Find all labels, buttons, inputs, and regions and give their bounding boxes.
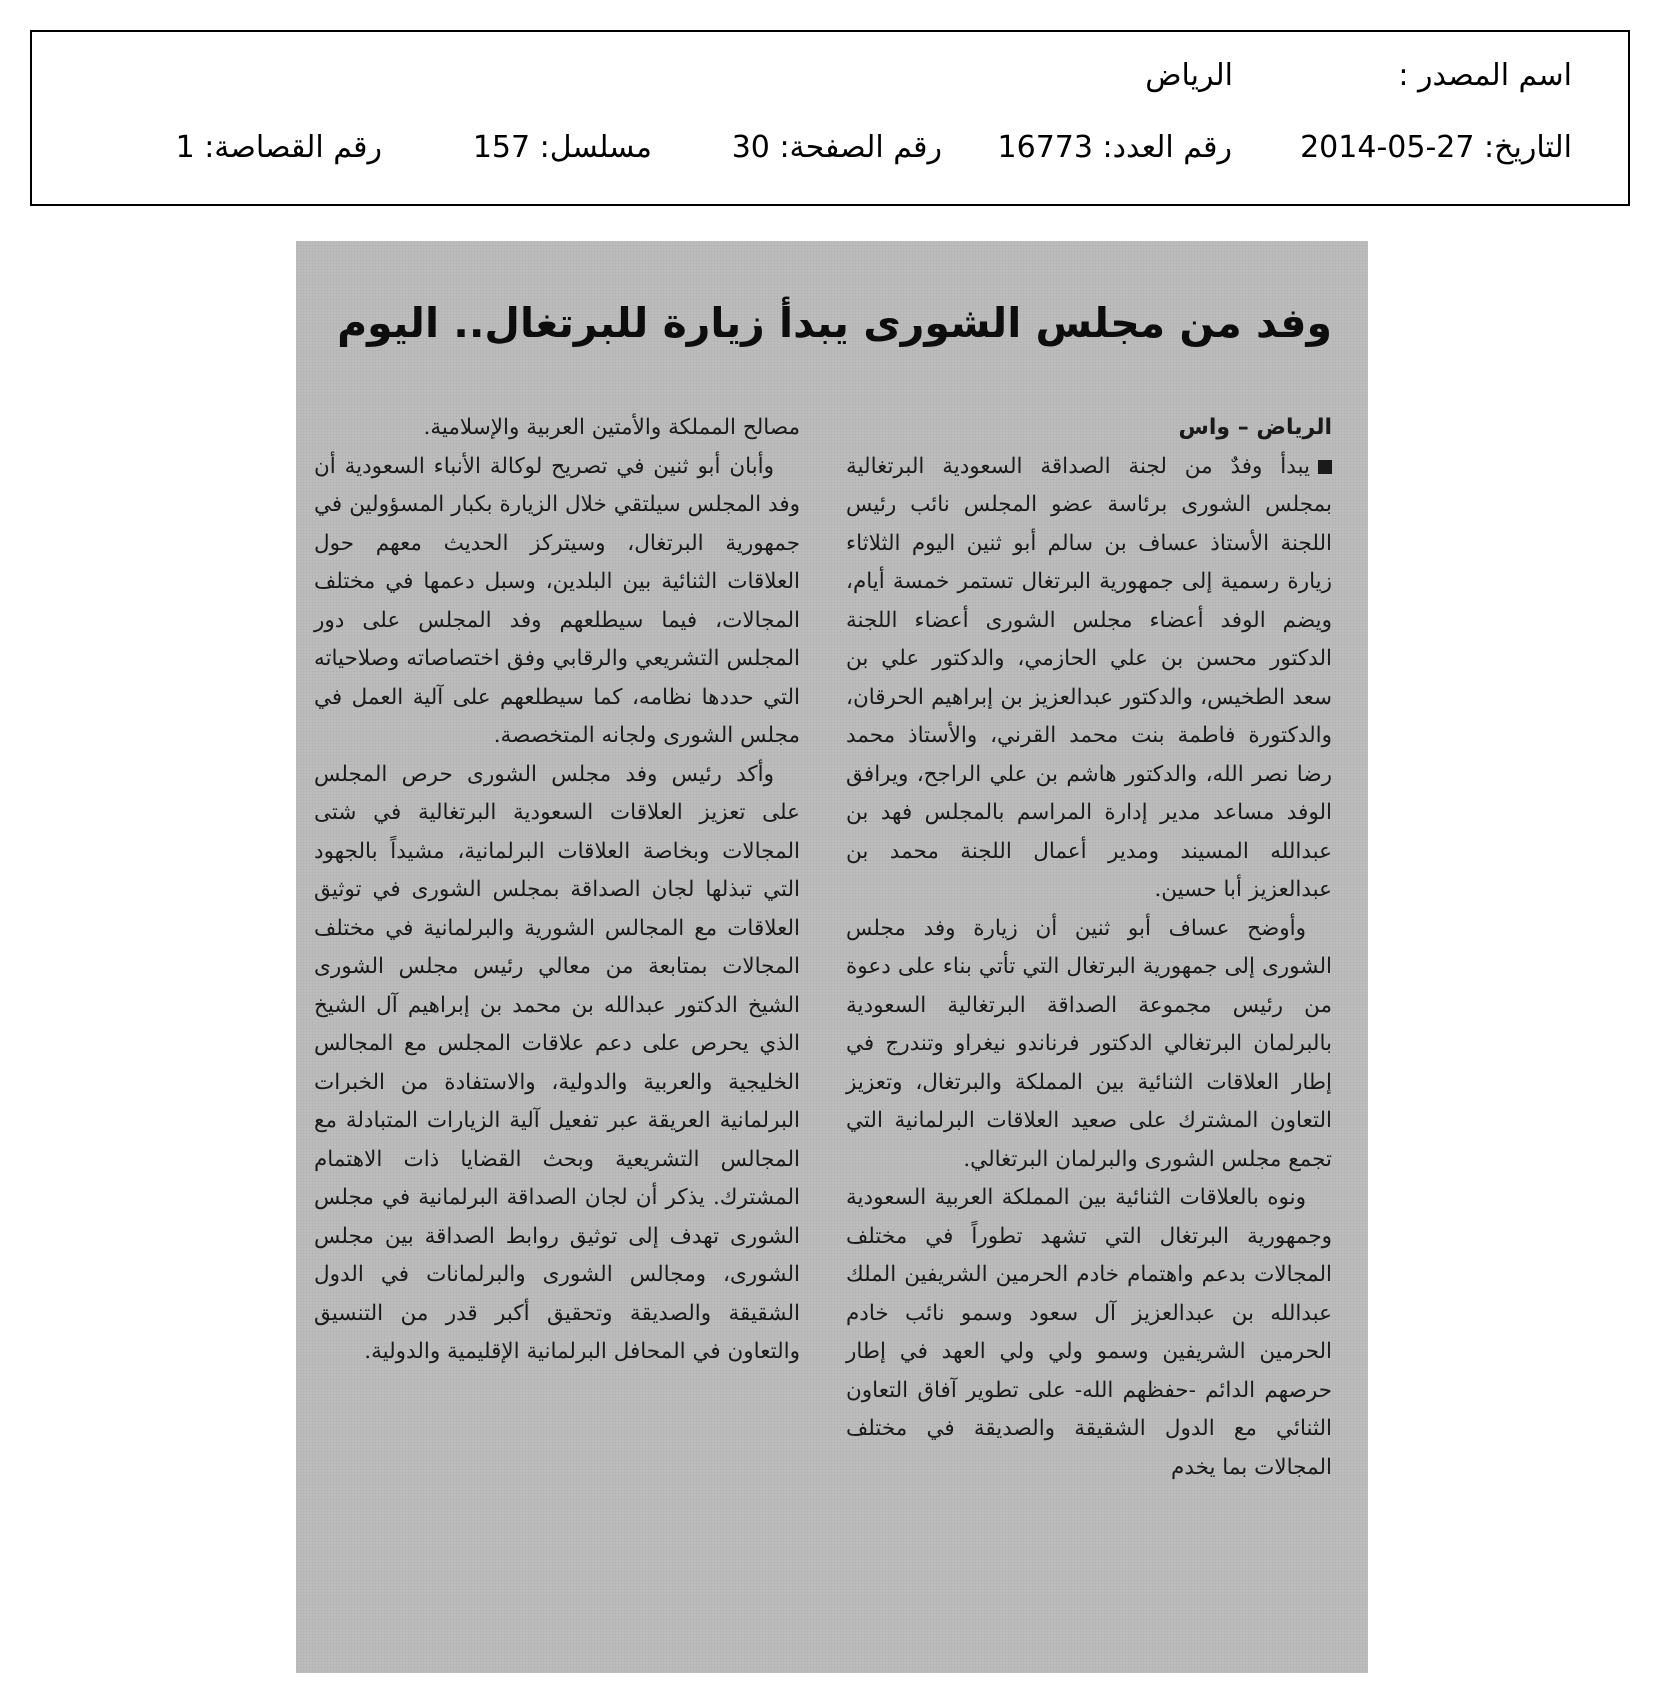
article-column-left [314,409,800,1372]
source-label: اسم المصدر : [1398,58,1572,93]
source-value: الرياض [1145,58,1233,93]
article-paragraph: مصالح المملكة والأمتين العربية والإسلامية. [423,415,800,440]
issue-number-field: رقم العدد: 16773 [997,130,1232,165]
article-dateline: الرياض – واس [1178,415,1332,440]
newspaper-clipping [296,241,1368,1673]
source-info-box [30,30,1630,206]
serial-field: مسلسل: 157 [472,130,652,165]
page-number-field: رقم الصفحة: 30 [731,130,942,165]
article-paragraph: وأكد رئيس وفد مجلس الشورى حرص المجلس على تعزيز العلاقات السعودية البرتغالية في شتى المجالات وبخاصة العلاقات البرلمانية، مشيداً بالجهود التي تبذلها لجان الصداقة بمجلس الشورى في توثيق العلاقات مع المجالس الشورية والبرلمانية في مختلف المجالات بمتابعة من معالي رئيس مجلس الشورى الشيخ الدكتور عبدالله بن محمد بن إبراهيم آل الشيخ الذي يحرص على دعم علاقات المجلس مع المجالس الخليجية والعربية والدولية، والاستفادة من الخبرات البرلمانية العريقة عبر تفعيل آلية الزيارات المتبادلة مع المجالس التشريعية وبحث القضايا ذات الاهتمام المشترك. يذكر أن لجان الصداقة البرلمانية في مجلس الشورى تهدف إلى توثيق روابط الصداقة بين مجلس الشورى، ومجالس الشورى والبرلمانات في الدول الشقيقة والصديقة وتحقيق أكبر قدر من التنسيق والتعاون في المحافل البرلمانية الإقليمية والدولية. [314,761,800,1364]
article-headline: وفد من مجلس الشورى يبدأ زيارة للبرتغال.. اليوم [337,299,1332,347]
article-column-right [846,409,1332,1487]
bullet-square-icon [1318,460,1332,474]
article-paragraph: يبدأ وفدٌ من لجنة الصداقة السعودية البرتغالية بمجلس الشورى برئاسة عضو المجلس نائب رئيس اللجنة الأستاذ عساف بن سالم أبو ثنين اليوم الثلاثاء زيارة رسمية إلى جمهورية البرتغال تستمر خمسة أيام، ويضم الوفد أعضاء مجلس الشورى أعضاء اللجنة الدكتور محسن بن علي الحازمي، والدكتور علي بن سعد الطخيس، والدكتور عبدالعزيز بن إبراهيم الحرقان، والدكتورة فاطمة بنت محمد القرني، والأستاذ محمد رضا نصر الله، والدكتور هاشم بن علي الراجح، ويرافق الوفد مساعد مدير إدارة المراسم بالمجلس فهد بن عبدالله المسيند ومدير أعمال اللجنة محمد بن عبدالعزيز أبا حسين. [846,453,1332,902]
article-paragraph: وأوضح عساف أبو ثنين أن زيارة وفد مجلس الشورى إلى جمهورية البرتغال التي تأتي بناء على دعوة من رئيس مجموعة الصداقة البرتغالية السعودية بالبرلمان البرتغالي الدكتور فرناندو نيغراو وتندرج في إطار العلاقات الثنائية بين المملكة والبرتغال، وتعزيز التعاون المشترك على صعيد العلاقات البرلمانية التي تجمع مجلس الشورى والبرلمان البرتغالي. [846,915,1332,1172]
article-paragraph: وأبان أبو ثنين في تصريح لوكالة الأنباء السعودية أن وفد المجلس سيلتقي خلال الزيارة بكبار المسؤولين في جمهورية البرتغال، وسيتركز الحديث معهم حول العلاقات الثنائية بين البلدين، وسبل دعمها في مختلف المجالات، فيما سيطلعهم وفد المجلس على دور المجلس التشريعي والرقابي وفق اختصاصاته وصلاحياته التي حددها نظامه، كما سيطلعهم على آلية العمل في مجلس الشورى ولجانه المتخصصة. [314,453,800,748]
date-field: التاريخ: 27-05-2014 [1300,130,1572,165]
clipping-number-field: رقم القصاصة: 1 [175,130,382,165]
article-paragraph: ونوه بالعلاقات الثنائية بين المملكة العربية السعودية وجمهورية البرتغال التي تشهد تطوراً في مختلف المجالات بدعم واهتمام خادم الحرمين الشريفين الملك عبدالله بن عبدالعزيز آل سعود وسمو نائب خادم الحرمين الشريفين وسمو ولي ولي العهد في إطار حرصهم الدائم -حفظهم الله- على تطوير آفاق التعاون الثنائي مع الدول الشقيقة والصديقة في مختلف المجالات بما يخدم [846,1185,1332,1480]
